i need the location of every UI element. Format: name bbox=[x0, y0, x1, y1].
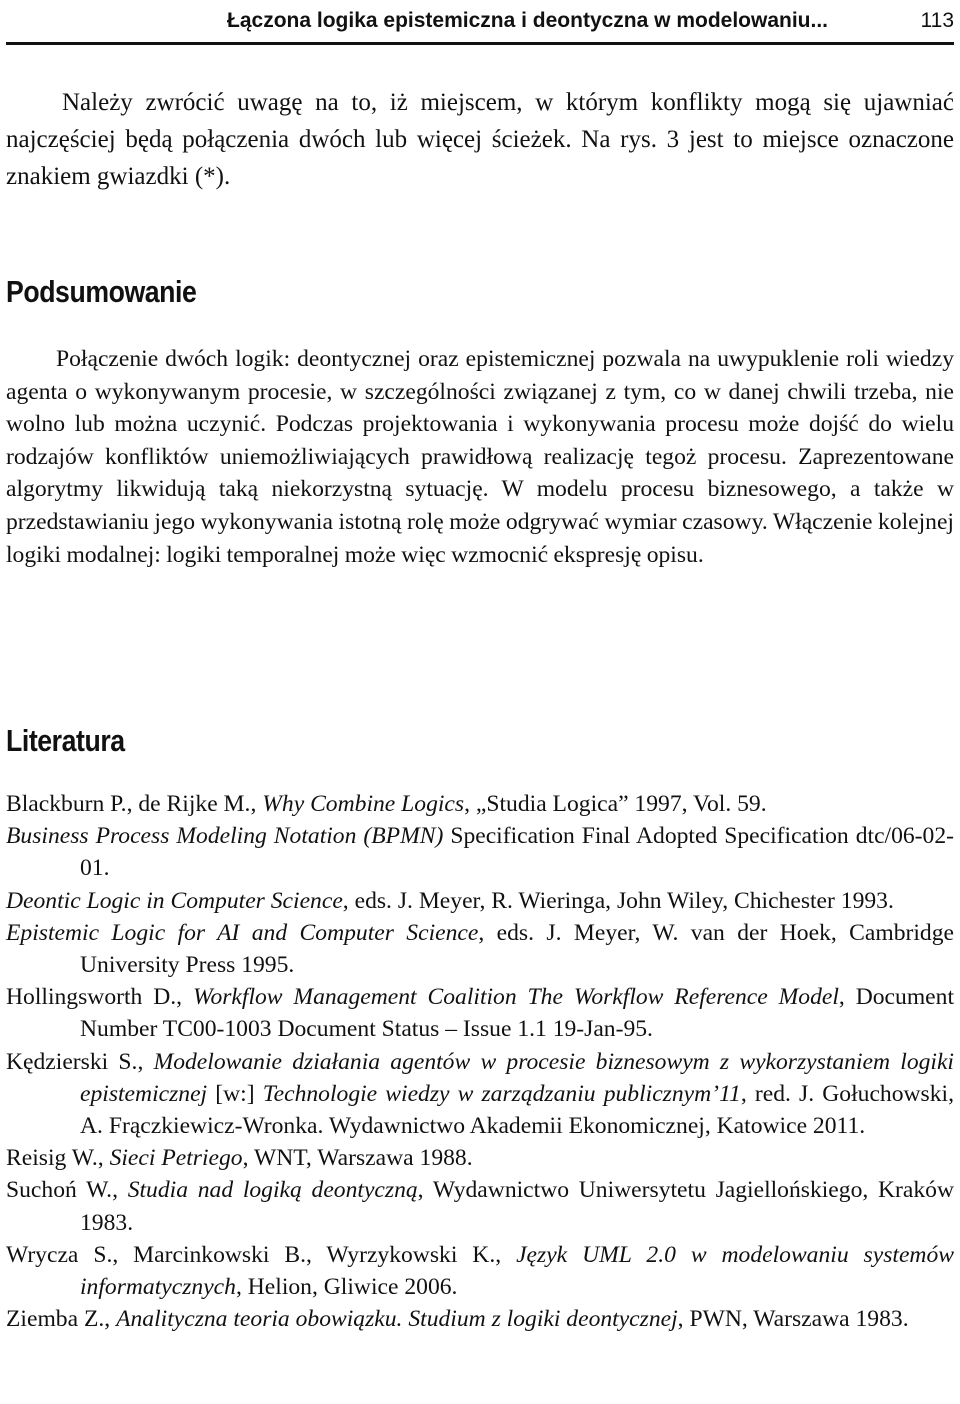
literature-heading: Literatura bbox=[6, 723, 125, 758]
intro-paragraph: Należy zwrócić uwagę na to, iż miejscem, w którym konflikty mogą się ujawniać najczęściej będą połączenia dwóch lub więcej ścieżek. Na rys. 3 jest to miejsce oznaczone znakiem gwiazdki (*). bbox=[6, 89, 954, 190]
reference-item: Business Process Modeling Notation (BPMN) Specification Final Adopted Specification dtc/06-02-01. bbox=[6, 823, 954, 882]
reference-item: Suchoń W., Studia nad logiką deontyczną, Wydawnictwo Uniwersytetu Jagiellońskiego, Kraków 1983. bbox=[6, 1177, 954, 1236]
running-title: Łączona logika epistemiczna i deontyczna w modelowaniu... bbox=[227, 9, 828, 32]
reference-item: Kędzierski S., Modelowanie działania agentów w procesie biznesowym z wykorzystaniem logiki epistemicznej [w:] Technologie wiedzy w zarządzaniu publicznym’11, red. J. Gołuchowski, A. Frączkiewicz-Wronka. Wydawnictwo Akademii Ekonomicznej, Katowice 2011. bbox=[6, 1048, 954, 1140]
page-number: 113 bbox=[920, 9, 954, 32]
reference-item: Reisig W., Sieci Petriego, WNT, Warszawa 1988. bbox=[6, 1145, 473, 1172]
reference-item: Deontic Logic in Computer Science, eds. J. Meyer, R. Wieringa, John Wiley, Chichester 1993. bbox=[6, 887, 894, 914]
reference-list bbox=[6, 788, 954, 1335]
reference-item: Ziemba Z., Analityczna teoria obowiązku. Studium z logiki deontycznej, PWN, Warszawa 1983. bbox=[6, 1306, 909, 1333]
running-header bbox=[6, 0, 954, 45]
reference-item: Wrycza S., Marcinkowski B., Wyrzykowski K., Język UML 2.0 w modelowaniu systemów informatycznych, Helion, Gliwice 2006. bbox=[6, 1241, 954, 1301]
reference-item: Hollingsworth D., Workflow Management Coalition The Workflow Reference Model, Document Number TC00-1003 Document Status – Issue 1.1 19-Jan-95. bbox=[6, 984, 954, 1043]
reference-item: Epistemic Logic for AI and Computer Science, eds. J. Meyer, W. van der Hoek, Cambridge University Press 1995. bbox=[6, 919, 955, 979]
reference-item: Blackburn P., de Rijke M., Why Combine Logics, „Studia Logica” 1997, Vol. 59. bbox=[6, 791, 767, 817]
summary-heading: Podsumowanie bbox=[6, 274, 197, 309]
summary-paragraph: Połączenie dwóch logik: deontycznej oraz epistemicznej pozwala na uwypuklenie roli wiedzy agenta o wykonywanym procesie, w szczególności związanej z tym, co w danej chwili trzeba, nie wolno lub można uczynić. Podczas projektowania i wykonywania procesu może dojść do wielu rodzajów konfliktów uniemożliwiających prawidłową realizację tegoż procesu. Zaprezentowane algorytmy likwidują taką niekorzystną sytuację. W modelu procesu biznesowego, a także w przedstawianiu jego wykonywania istotną rolę może odgrywać wymiar czasowy. Włączenie kolejnej logiki modalnej: logiki temporalnej może więc wzmocnić ekspresję opisu. bbox=[6, 346, 954, 568]
